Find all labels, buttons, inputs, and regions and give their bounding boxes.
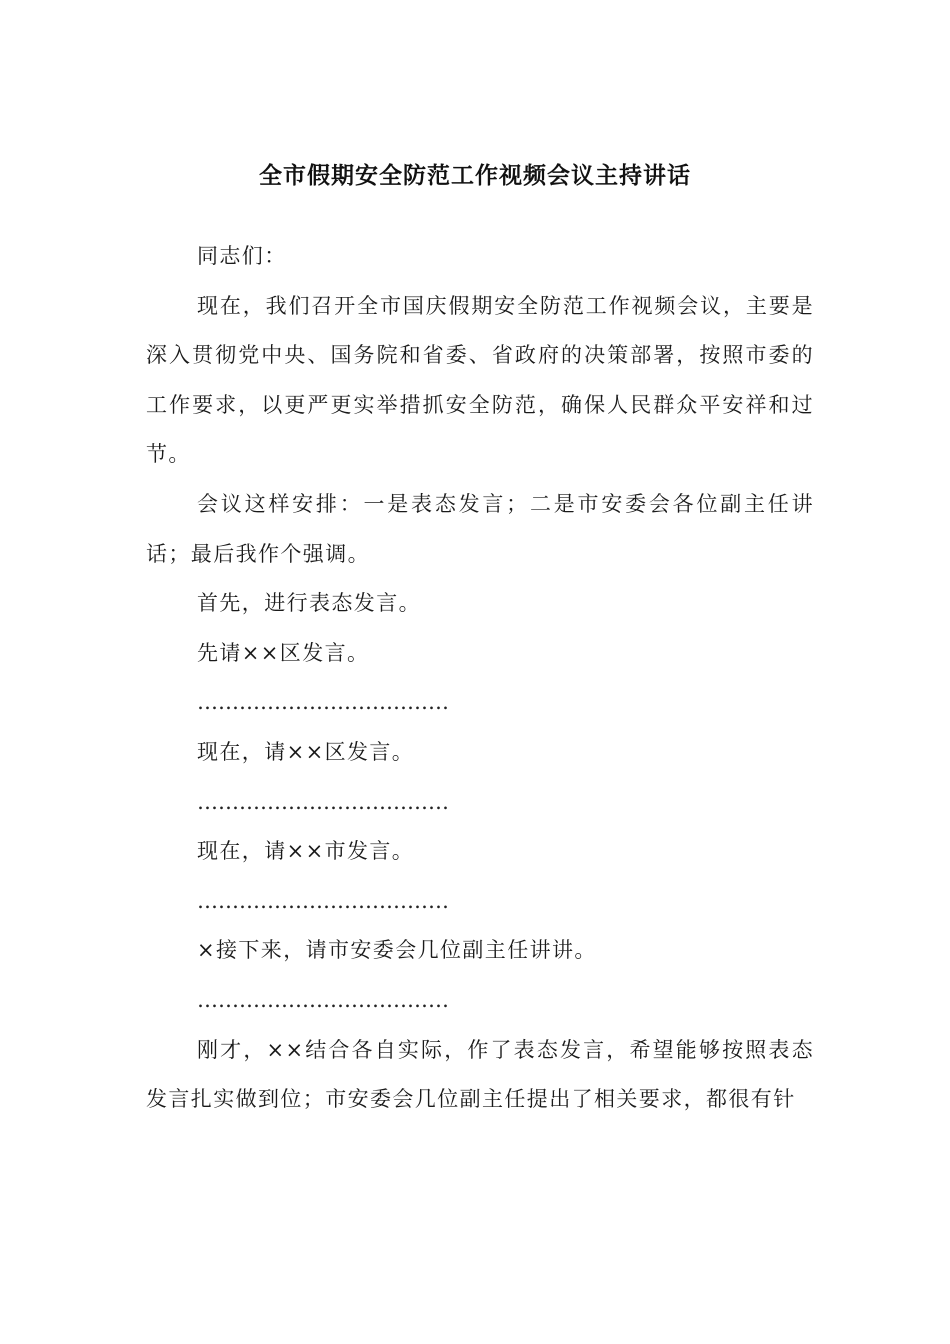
ellipsis-placeholder: ……………………………… (197, 690, 449, 715)
document-body (146, 232, 814, 1125)
speaker-call-paragraph: 现在，请××区发言。 (197, 739, 415, 764)
salutation-paragraph: 同志们： (197, 244, 287, 268)
speaker-call-paragraph: 现在，请××市发言。 (197, 839, 415, 864)
next-item-paragraph: ×接下来，请市安委会几位副主任讲讲。 (197, 938, 597, 963)
document-title: 全市假期安全防范工作视频会议主持讲话 (259, 163, 691, 189)
ellipsis-placeholder: ……………………………… (197, 789, 449, 814)
speaker-call-paragraph: 先请××区发言。 (197, 640, 370, 665)
summary-paragraph: 刚才，××结合各自实际，作了表态发言，希望能够按照表态发言扎实做到位；市安委会几位副主任提出了相关要求，都很有针 (146, 1037, 814, 1112)
ellipsis-placeholder: ……………………………… (197, 888, 449, 913)
opening-paragraph: 现在，我们召开全市国庆假期安全防范工作视频会议，主要是深入贯彻党中央、国务院和省委、省政府的决策部署，按照市委的工作要求，以更严更实举措抓安全防范，确保人民群众平安祥和过节。 (146, 293, 814, 467)
ellipsis-placeholder: ……………………………… (197, 987, 449, 1012)
first-item-paragraph: 首先，进行表态发言。 (197, 591, 421, 616)
agenda-paragraph: 会议这样安排：一是表态发言；二是市安委会各位副主任讲话；最后我作个强调。 (146, 491, 814, 566)
